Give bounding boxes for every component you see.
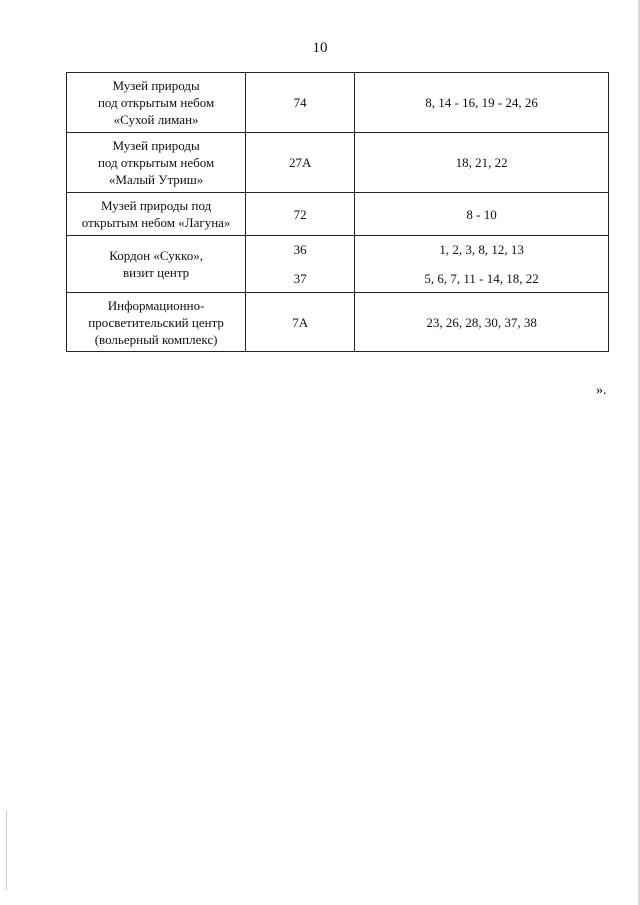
table-row bbox=[67, 193, 609, 236]
section-numbers: 18, 21, 22 bbox=[455, 155, 508, 170]
location-name-line: Музей природы bbox=[112, 78, 200, 93]
location-name-cell bbox=[67, 133, 246, 193]
location-name-cell bbox=[67, 236, 246, 293]
quarter-number: 74 bbox=[293, 95, 307, 110]
location-name-line: Музей природы bbox=[112, 138, 200, 153]
sections-cell bbox=[355, 193, 609, 236]
location-name-cell bbox=[67, 293, 246, 352]
section-numbers: 8, 14 - 16, 19 - 24, 26 bbox=[425, 95, 538, 110]
location-name-line: Информационно- bbox=[107, 297, 205, 313]
location-name-line: Музей природы под bbox=[101, 198, 212, 213]
quarter-cell bbox=[246, 133, 355, 193]
sections-cell bbox=[355, 133, 609, 193]
quarter-cell bbox=[246, 193, 355, 236]
sections-cell bbox=[355, 73, 609, 133]
location-name-line: «Сухой лиман» bbox=[113, 112, 199, 127]
quarter-number: 27А bbox=[288, 155, 312, 170]
location-name-line: просветительский центр bbox=[88, 314, 224, 330]
location-name-line: «Малый Утриш» bbox=[108, 172, 204, 187]
quarter-cell bbox=[246, 236, 355, 293]
location-name-line: открытым небом «Лагуна» bbox=[81, 215, 231, 230]
section-numbers: 23, 26, 28, 30, 37, 38 bbox=[426, 314, 537, 330]
location-name-line: Кордон «Сукко», bbox=[109, 248, 203, 263]
location-name-cell bbox=[67, 193, 246, 236]
table-row bbox=[67, 73, 609, 133]
location-name-line: под открытым небом bbox=[97, 95, 215, 110]
table-row bbox=[67, 133, 609, 193]
section-numbers: 5, 6, 7, 11 - 14, 18, 22 bbox=[424, 271, 539, 286]
table-row bbox=[67, 293, 609, 352]
closing-quote-mark: ». bbox=[596, 383, 607, 398]
quarter-number: 36 bbox=[293, 242, 307, 257]
locations-table bbox=[66, 72, 609, 352]
sections-cell bbox=[355, 236, 609, 293]
quarter-number: 37 bbox=[293, 271, 307, 286]
location-name-cell bbox=[67, 73, 246, 133]
page-number: 10 bbox=[312, 40, 328, 56]
section-numbers: 1, 2, 3, 8, 12, 13 bbox=[439, 242, 524, 257]
location-name-line: (вольерный комплекс) bbox=[94, 331, 218, 347]
quarter-cell bbox=[246, 293, 355, 352]
sections-cell bbox=[355, 293, 609, 352]
quarter-cell bbox=[246, 73, 355, 133]
location-name-line: визит центр bbox=[123, 265, 190, 280]
section-numbers: 8 - 10 bbox=[466, 206, 497, 222]
quarter-number: 7А bbox=[292, 314, 309, 330]
table-row bbox=[67, 236, 609, 293]
scan-edge-left bbox=[6, 810, 7, 890]
quarter-number: 72 bbox=[293, 206, 307, 222]
location-name-line: под открытым небом bbox=[97, 155, 215, 170]
